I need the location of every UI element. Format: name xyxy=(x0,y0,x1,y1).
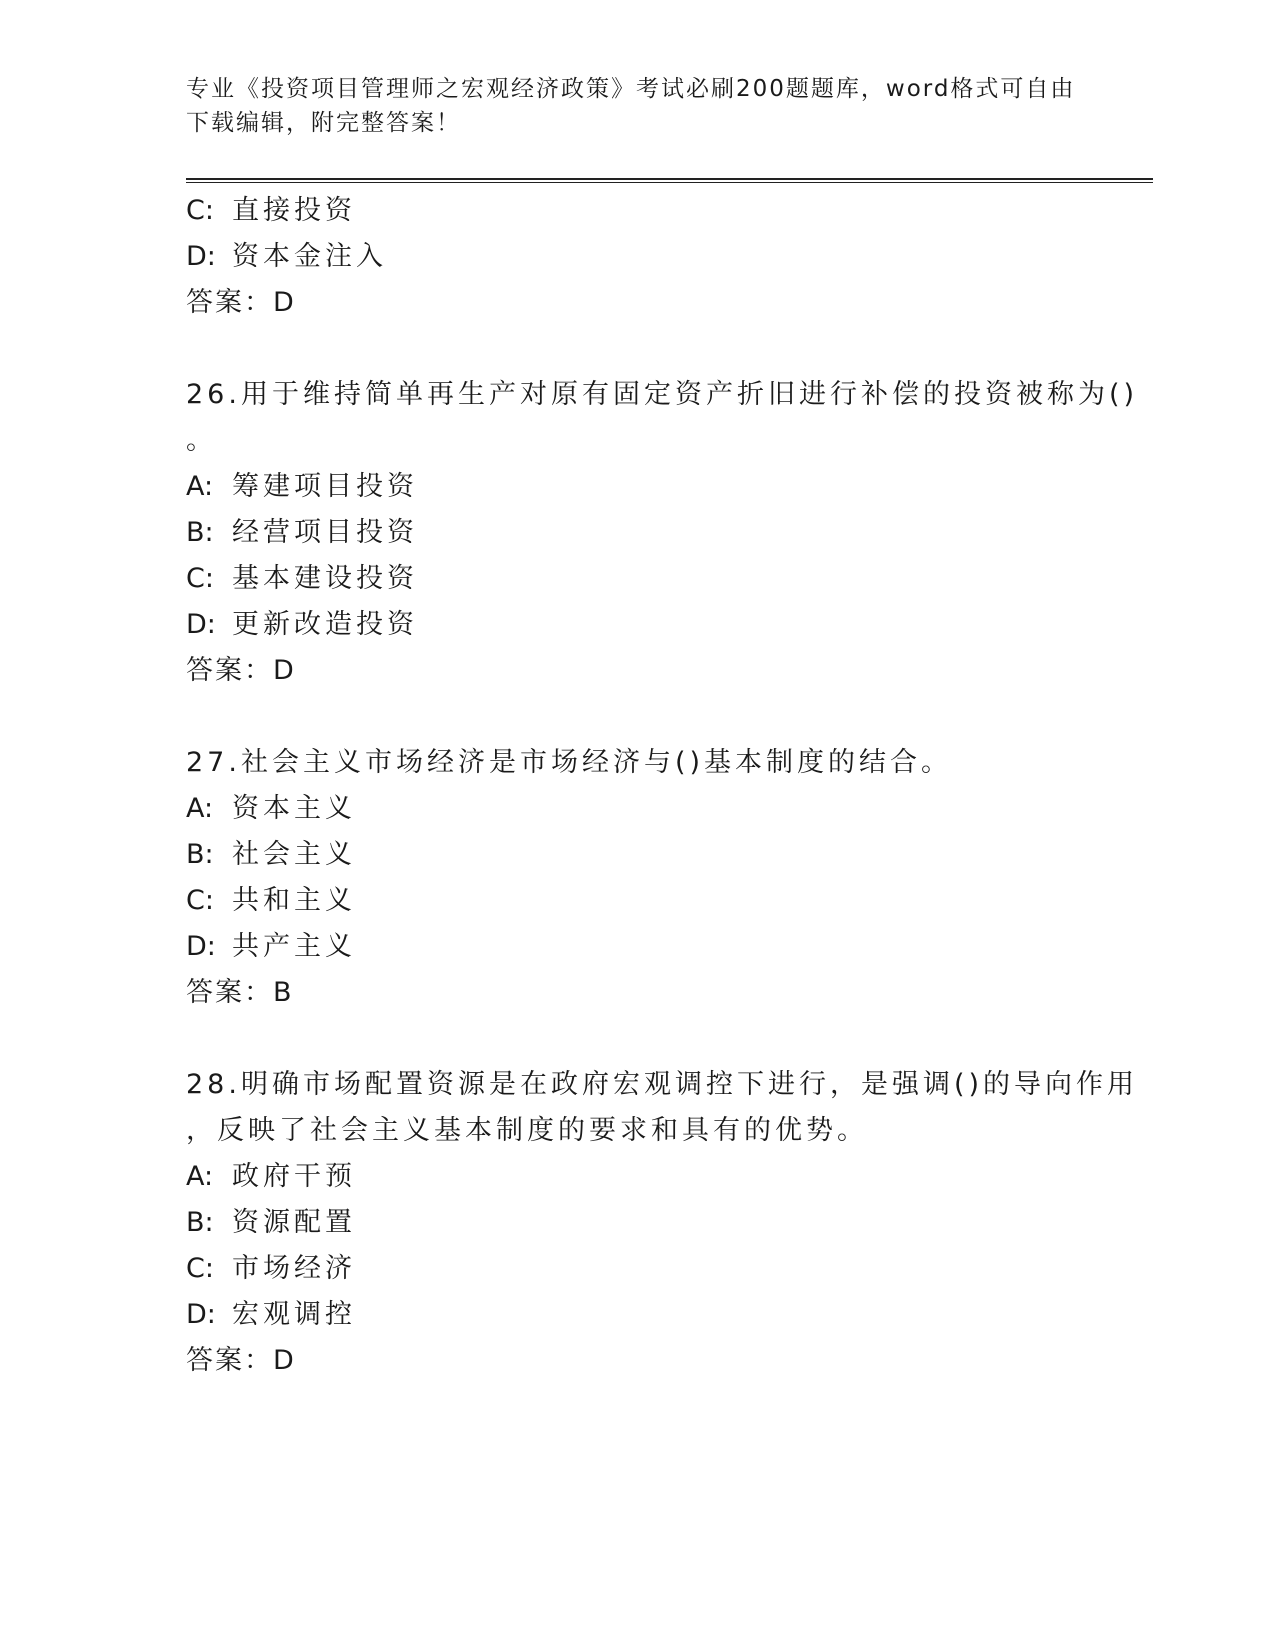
option-d: D: 更新改造投资 xyxy=(186,609,418,640)
option-d: D: 资本金注入 xyxy=(186,241,387,272)
question-text-line: 28.明确市场配置资源是在政府宏观调控下进行，是强调()的导向作用 xyxy=(186,1069,1139,1100)
question-26 xyxy=(186,372,1139,694)
answer: 答案：B xyxy=(186,977,294,1008)
question-text-line: 26.用于维持简单再生产对原有固定资产折旧进行补偿的投资被称为() xyxy=(186,379,1139,410)
option-b: B: 社会主义 xyxy=(186,839,356,870)
option-d: D: 共产主义 xyxy=(186,931,356,962)
option-a: A: 政府干预 xyxy=(186,1161,356,1192)
question-28 xyxy=(186,1062,1139,1384)
option-c: C: 共和主义 xyxy=(186,885,356,916)
question-text-line: 。 xyxy=(186,425,217,456)
header-divider xyxy=(186,178,1153,183)
option-c: C: 市场经济 xyxy=(186,1253,356,1284)
question-text-line: 27.社会主义市场经济是市场经济与()基本制度的结合。 xyxy=(186,747,953,778)
question-text-line: ，反映了社会主义基本制度的要求和具有的优势。 xyxy=(186,1115,868,1146)
option-b: B: 经营项目投资 xyxy=(186,517,418,548)
answer: 答案：D xyxy=(186,655,296,686)
document-header xyxy=(186,72,1076,140)
question-list xyxy=(186,188,1139,1384)
option-a: A: 筹建项目投资 xyxy=(186,471,418,502)
option-a: A: 资本主义 xyxy=(186,793,356,824)
option-c: C: 直接投资 xyxy=(186,195,356,226)
option-c: C: 基本建设投资 xyxy=(186,563,418,594)
answer: 答案：D xyxy=(186,1345,296,1376)
option-b: B: 资源配置 xyxy=(186,1207,356,1238)
header-text: 专业《投资项目管理师之宏观经济政策》考试必刷200题题库，word格式可自由下载编辑，附完整答案！ xyxy=(186,76,1076,136)
partial-question xyxy=(186,188,1086,326)
answer: 答案：D xyxy=(186,287,296,318)
question-27 xyxy=(186,740,1086,1016)
option-d: D: 宏观调控 xyxy=(186,1299,356,1330)
